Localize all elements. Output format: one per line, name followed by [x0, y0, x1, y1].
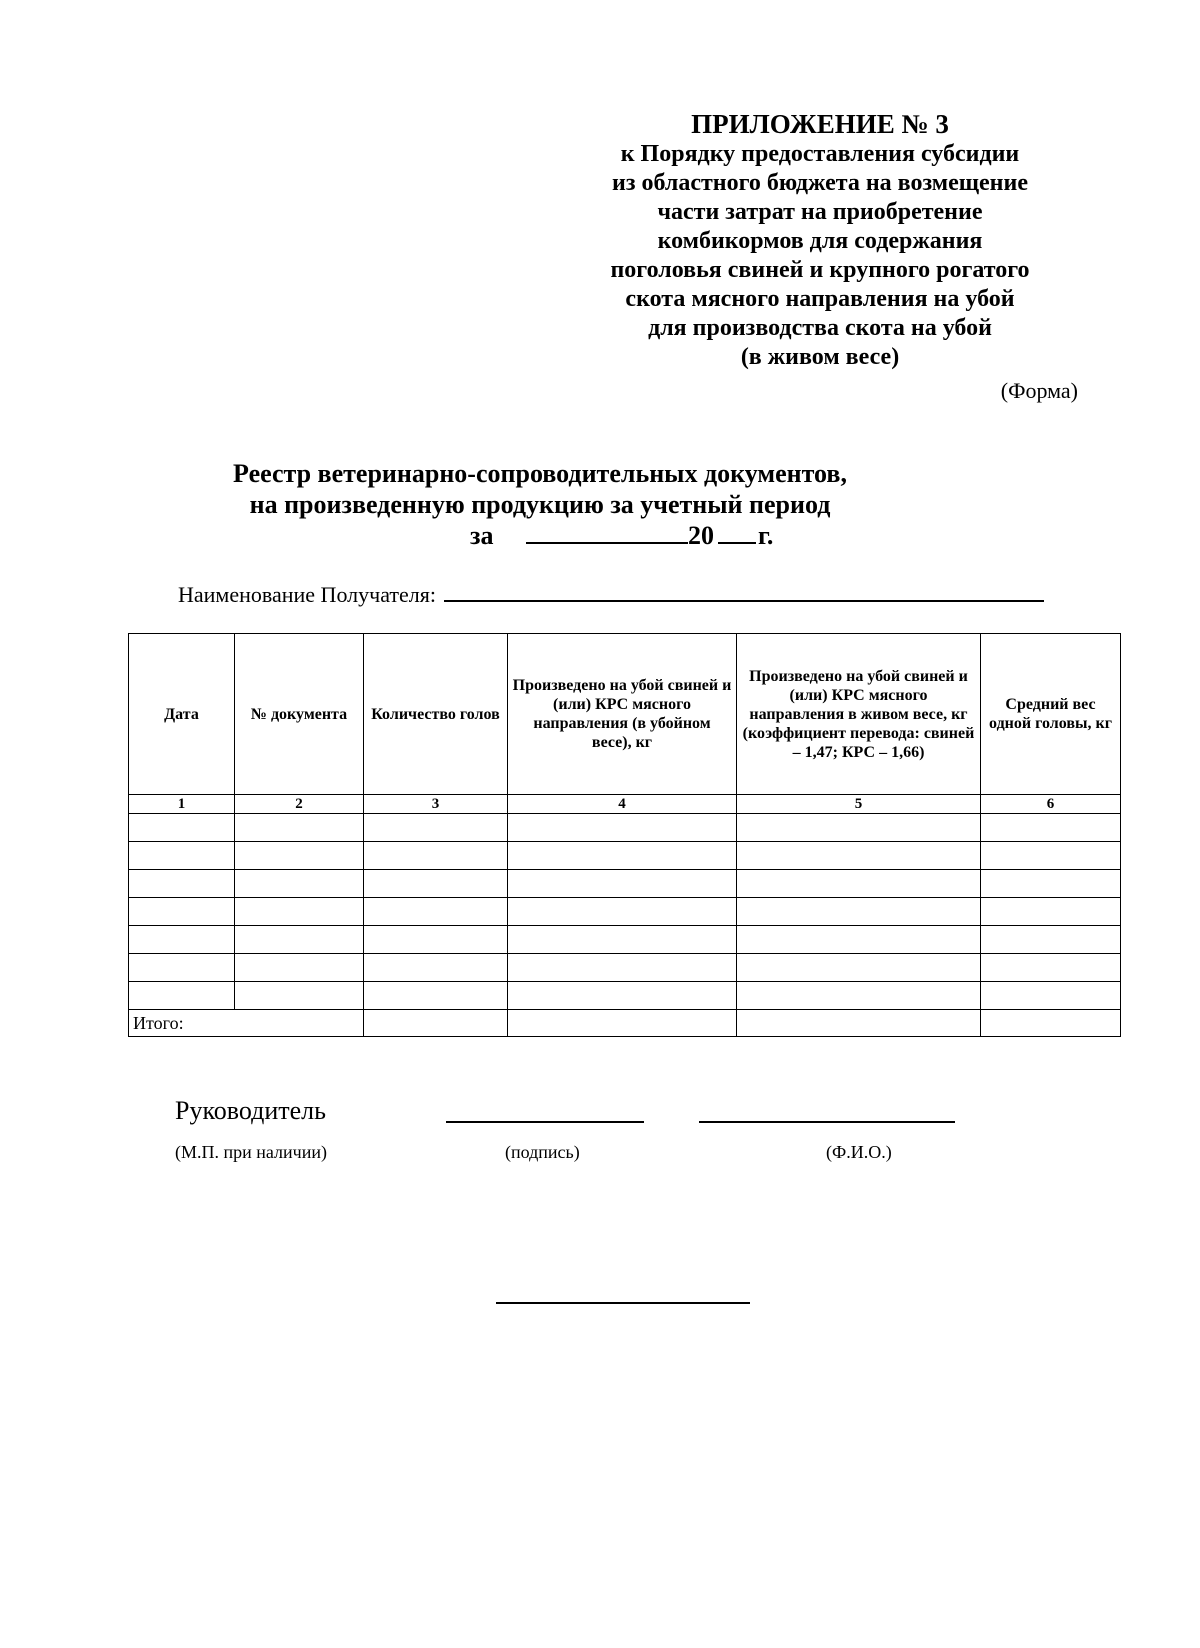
table-cell	[981, 842, 1121, 870]
total-label: Итого:	[129, 1010, 364, 1037]
table-cell	[235, 814, 364, 842]
table-cell	[364, 982, 508, 1010]
registry-title-line: Реестр ветеринарно-сопроводительных документов,	[233, 459, 847, 488]
appendix-line: из областного бюджета на возмещение	[612, 170, 1028, 196]
table-cell	[129, 954, 235, 982]
table-cell	[235, 926, 364, 954]
head-label: Руководитель	[175, 1096, 326, 1125]
column-number: 1	[129, 795, 235, 814]
form-label: (Форма)	[1000, 378, 1078, 403]
table-row	[129, 926, 1121, 954]
table-cell	[129, 898, 235, 926]
appendix-line: (в живом весе)	[740, 344, 900, 370]
column-number: 4	[508, 795, 737, 814]
table-cell	[364, 926, 508, 954]
registry-title-line: на произведенную продукцию за учетный период	[249, 490, 831, 519]
signature-blank	[446, 1121, 644, 1123]
column-header: Произведено на убой свиней и (или) КРС мясного направления (в убойном весе), кг	[508, 634, 737, 795]
period-year: 20	[687, 521, 714, 550]
table-cell	[364, 814, 508, 842]
year-blank	[718, 520, 756, 544]
name-blank	[699, 1121, 955, 1123]
table-row	[129, 870, 1121, 898]
recipient-label: Наименование Получателя:	[178, 582, 436, 607]
table-cell	[508, 1010, 737, 1037]
signature-caption: (подпись)	[505, 1142, 580, 1162]
recipient-blank	[444, 580, 1044, 602]
recipient-field	[178, 580, 1044, 608]
table-cell	[508, 814, 737, 842]
table-cell	[235, 870, 364, 898]
table-cell	[508, 842, 737, 870]
period-prefix: за	[470, 521, 494, 550]
appendix-line: скота мясного направления на убой	[625, 286, 1015, 312]
column-header: Произведено на убой свиней и (или) КРС мясного направления в живом весе, кг (коэффициент перевода: свиней – 1,47; КРС – 1,66)	[737, 634, 981, 795]
table-cell	[737, 1010, 981, 1037]
table-cell	[364, 898, 508, 926]
table-cell	[129, 842, 235, 870]
table-cell	[364, 842, 508, 870]
table-cell	[737, 898, 981, 926]
table-cell	[364, 954, 508, 982]
total-row	[129, 1010, 1121, 1037]
column-number: 2	[235, 795, 364, 814]
table-header-row	[129, 634, 1121, 795]
table-cell	[364, 870, 508, 898]
column-header: Средний вес одной головы, кг	[981, 634, 1121, 795]
table-cell	[129, 870, 235, 898]
table-cell	[129, 814, 235, 842]
bottom-rule	[496, 1302, 750, 1304]
column-number: 6	[981, 795, 1121, 814]
table-cell	[981, 926, 1121, 954]
table-cell	[235, 842, 364, 870]
column-header: Количество голов	[364, 634, 508, 795]
appendix-title: ПРИЛОЖЕНИЕ № 3	[691, 109, 949, 139]
appendix-header	[560, 108, 1080, 372]
registry-table	[128, 633, 1121, 1037]
column-number: 5	[737, 795, 981, 814]
period-blank	[526, 520, 688, 544]
table-cell	[737, 954, 981, 982]
table-cell	[737, 814, 981, 842]
table-row	[129, 982, 1121, 1010]
table-cell	[981, 1010, 1121, 1037]
appendix-line: части затрат на приобретение	[657, 199, 983, 225]
table-row	[129, 954, 1121, 982]
table-cell	[508, 926, 737, 954]
table-cell	[508, 898, 737, 926]
table-row	[129, 814, 1121, 842]
registry-title	[180, 458, 900, 520]
column-header: Дата	[129, 634, 235, 795]
table-cell	[981, 954, 1121, 982]
appendix-line: для производства скота на убой	[648, 315, 992, 341]
table-cell	[981, 870, 1121, 898]
table-cell	[235, 982, 364, 1010]
table-cell	[508, 870, 737, 898]
table-cell	[981, 898, 1121, 926]
table-cell	[737, 870, 981, 898]
table-cell	[364, 1010, 508, 1037]
table-row	[129, 898, 1121, 926]
table-cell	[235, 954, 364, 982]
table-cell	[508, 954, 737, 982]
table-cell	[737, 982, 981, 1010]
table-cell	[737, 926, 981, 954]
table-cell	[981, 814, 1121, 842]
table-cell	[981, 982, 1121, 1010]
appendix-line: к Порядку предоставления субсидии	[620, 141, 1020, 167]
column-number-row	[129, 795, 1121, 814]
appendix-line: комбикормов для содержания	[657, 228, 983, 254]
column-header: № документа	[235, 634, 364, 795]
period-suffix: г.	[757, 521, 774, 550]
table-cell	[508, 982, 737, 1010]
name-caption: (Ф.И.О.)	[826, 1142, 892, 1162]
stamp-caption: (М.П. при наличии)	[175, 1142, 327, 1162]
table-cell	[737, 842, 981, 870]
table-cell	[129, 926, 235, 954]
column-number: 3	[364, 795, 508, 814]
appendix-line: поголовья свиней и крупного рогатого	[610, 257, 1030, 283]
table-row	[129, 842, 1121, 870]
period-line	[470, 520, 773, 551]
table-cell	[129, 982, 235, 1010]
table-cell	[235, 898, 364, 926]
